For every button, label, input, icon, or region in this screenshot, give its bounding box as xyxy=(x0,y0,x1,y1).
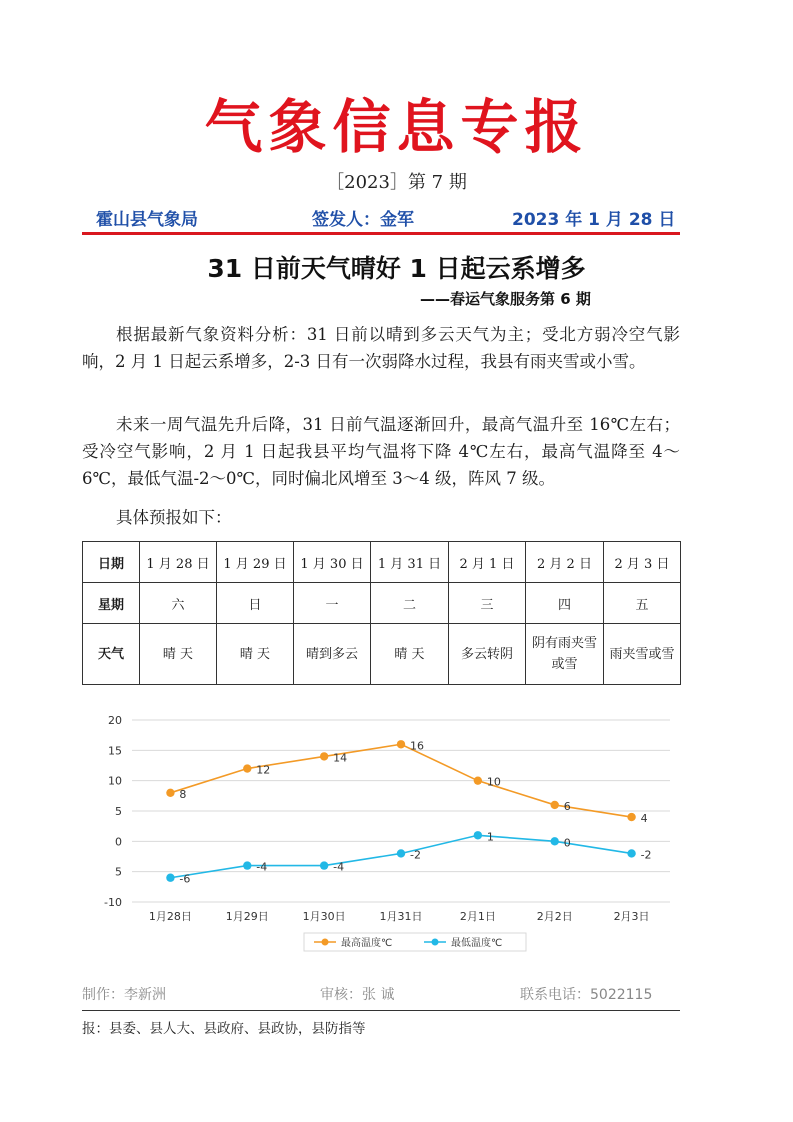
paragraph-analysis: 根据最新气象资料分析：31 日前以晴到多云天气为主；受北方弱冷空气影响，2 月 1 日起云系增多，2-3 日有一次弱降水过程，我县有雨夹雪或小雪。 xyxy=(82,325,680,371)
data-label: -2 xyxy=(640,848,652,862)
data-point xyxy=(166,789,174,797)
date-cell: 2 月 1 日 xyxy=(449,542,526,583)
paragraph-intro: 具体预报如下： xyxy=(116,508,232,527)
data-point xyxy=(474,776,482,784)
y-tick-label: 10 xyxy=(108,774,122,788)
weekday-cell: 日 xyxy=(217,583,294,624)
legend-label: 最高温度℃ xyxy=(341,938,393,949)
data-label: 1 xyxy=(486,830,494,844)
footer-divider xyxy=(82,1010,680,1011)
table-row-date xyxy=(83,542,681,583)
weekday-cell: 五 xyxy=(604,583,681,624)
data-point xyxy=(474,831,482,839)
x-tick-label: 2月2日 xyxy=(536,910,573,923)
weather-cell: 晴 天 xyxy=(217,624,294,685)
y-tick-label: 5 xyxy=(115,865,122,879)
weekday-cell: 三 xyxy=(449,583,526,624)
y-tick-label: 20 xyxy=(108,714,122,727)
row-label-weekday: 星期 xyxy=(83,583,140,624)
date-cell: 2 月 3 日 xyxy=(604,542,681,583)
row-label-weather: 天气 xyxy=(83,624,140,685)
subheadline: ——春运气象服务第 6 期 xyxy=(420,290,591,308)
y-tick-label: 15 xyxy=(108,744,122,758)
data-point xyxy=(243,764,251,772)
data-label: -6 xyxy=(179,872,191,886)
weather-cell: 晴 天 xyxy=(140,624,217,685)
data-label: 4 xyxy=(640,812,648,826)
data-point xyxy=(243,861,251,869)
legend-swatch-marker xyxy=(322,939,329,946)
data-label: 0 xyxy=(563,836,571,850)
signer: 签发人：金军 xyxy=(312,210,414,230)
data-label: 14 xyxy=(333,751,348,765)
footer-phone: 联系电话：5022115 xyxy=(520,987,653,1003)
report-recipients: 报：县委、县人大、县政府、县政协，县防指等 xyxy=(82,1021,366,1037)
weather-cell: 多云转阴 xyxy=(449,624,526,685)
y-tick-label: -10 xyxy=(104,896,122,909)
weekday-cell: 四 xyxy=(526,583,604,624)
date-cell: 2 月 2 日 xyxy=(526,542,604,583)
data-label: -2 xyxy=(410,848,421,862)
issue-date: 2023 年 1 月 28 日 xyxy=(512,210,676,230)
x-tick-label: 1月28日 xyxy=(148,910,192,923)
issuing-bureau: 霍山县气象局 xyxy=(96,210,198,230)
x-tick-label: 1月29日 xyxy=(225,910,269,923)
footer-reviewer: 审核：张 诚 xyxy=(320,987,395,1003)
row-label-date: 日期 xyxy=(83,542,140,583)
y-tick-label: 5 xyxy=(115,805,122,818)
table-row-weather xyxy=(83,624,681,685)
x-tick-label: 2月1日 xyxy=(459,910,496,923)
data-point xyxy=(320,861,328,869)
data-label: 12 xyxy=(256,763,271,777)
data-point xyxy=(551,801,559,809)
paragraph-temperature: 未来一周气温先升后降，31 日前气温逐渐回升，最高气温升至 16℃左右；受冷空气影响，2 月 1 日起我县平均气温将下降 4℃左右，最高气温降至 4～6℃，最低气温-2～0℃，同时偏北风增至 3～4 级，阵风 7 级。 xyxy=(82,415,680,488)
data-point xyxy=(397,740,405,748)
data-point xyxy=(397,849,405,857)
data-label: 6 xyxy=(563,799,571,813)
date-cell: 1 月 30 日 xyxy=(294,542,371,583)
footer-maker: 制作：李新洲 xyxy=(82,987,166,1003)
x-tick-label: 1月30日 xyxy=(302,910,346,923)
date-cell: 1 月 28 日 xyxy=(140,542,217,583)
masthead-title: 气象信息专报 xyxy=(204,93,589,161)
weekday-cell: 二 xyxy=(371,583,449,624)
data-point xyxy=(627,849,635,857)
red-divider xyxy=(82,232,680,235)
data-label: 8 xyxy=(179,787,187,801)
info-bar xyxy=(82,205,680,229)
weather-cell: 雨夹雪或雪 xyxy=(604,624,681,685)
temperature-chart xyxy=(82,705,680,955)
data-point xyxy=(320,752,328,760)
date-cell: 1 月 31 日 xyxy=(371,542,449,583)
weekday-cell: 六 xyxy=(140,583,217,624)
legend-swatch-marker xyxy=(432,939,439,946)
data-label: -4 xyxy=(333,860,345,874)
y-tick-label: 0 xyxy=(115,835,122,849)
data-label: -4 xyxy=(256,860,268,874)
x-tick-label: 2月3日 xyxy=(613,910,650,923)
data-point xyxy=(627,813,635,821)
data-point xyxy=(551,837,559,845)
data-label: 16 xyxy=(410,739,424,753)
data-point xyxy=(166,874,174,882)
weather-cell: 阴有雨夹雪或雪 xyxy=(526,624,604,685)
table-row-weekday xyxy=(83,583,681,624)
x-tick-label: 1月31日 xyxy=(379,910,423,923)
headline: 31 日前天气晴好 1 日起云系增多 xyxy=(207,254,586,283)
legend-label: 最低温度℃ xyxy=(451,938,503,949)
forecast-table xyxy=(82,541,681,685)
weather-cell: 晴到多云 xyxy=(294,624,371,685)
date-cell: 1 月 29 日 xyxy=(217,542,294,583)
weather-cell: 晴 天 xyxy=(371,624,449,685)
data-label: 10 xyxy=(486,775,501,789)
issue-number: ［2023］第 7 期 xyxy=(326,172,467,193)
weekday-cell: 一 xyxy=(294,583,371,624)
